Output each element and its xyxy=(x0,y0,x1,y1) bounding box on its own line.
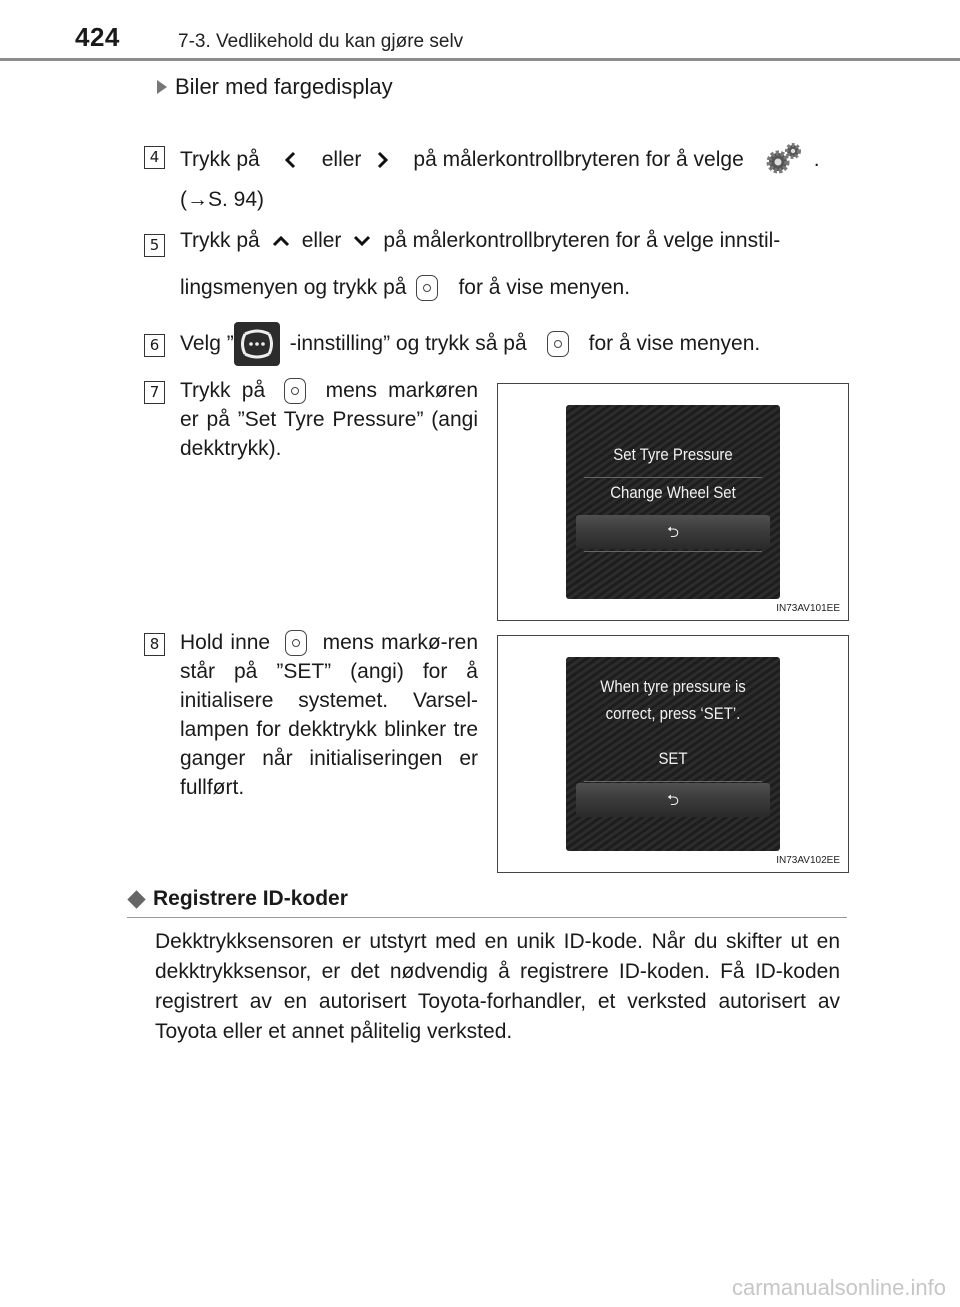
display-screenshot-2 xyxy=(497,635,849,873)
step-6-line xyxy=(180,322,760,366)
tpms-icon xyxy=(234,322,280,366)
step-4-text-d: . xyxy=(813,148,820,171)
ok-button-icon xyxy=(284,378,306,404)
menu-item-set-tyre-pressure: Set Tyre Pressure xyxy=(613,445,733,464)
section-title: 7-3. Vedlikehold du kan gjøre selv xyxy=(178,31,464,52)
section-heading-text: Registrere ID-koder xyxy=(153,887,348,910)
page-number: 424 xyxy=(75,22,120,52)
section-body: Dekktrykksensoren er utstyrt med en unik ID-kode. Når du skifter ut en dekktrykksensor, er det nødvendig å registrere ID-koden. Få ID-koden registrert av en autorisert Toyota-forhandler, et verksted autorisert av Toyota eller et annet pålitelig verksted. xyxy=(155,930,840,1043)
ok-button-icon xyxy=(285,630,307,656)
step-number-8: 8 xyxy=(144,633,165,656)
chevron-left-icon xyxy=(280,149,302,171)
step-5-line2-b: for å vise menyen. xyxy=(458,276,631,299)
menu-separator xyxy=(584,781,762,782)
step-5-line-1 xyxy=(180,229,780,253)
watermark: carmanualsonline.info xyxy=(731,1275,946,1300)
step-5-text-c: på målerkontrollbryteren for å velge innstil- xyxy=(383,229,781,252)
section-divider xyxy=(127,917,847,918)
chevron-right-icon xyxy=(371,149,393,171)
step-5-line-2 xyxy=(180,275,630,301)
step-4-text-a: Trykk på xyxy=(180,148,260,171)
menu-item-change-wheel-set: Change Wheel Set xyxy=(610,483,736,502)
chevron-down-icon xyxy=(351,230,373,252)
screen-message-line-1: When tyre pressure is xyxy=(600,677,746,696)
step-6-text-b: -innstilling” og trykk så på xyxy=(289,332,527,355)
step-6-text-c: for å vise menyen. xyxy=(588,332,761,355)
step-number-4: 4 xyxy=(144,146,165,169)
screen-set-option: SET xyxy=(658,749,688,768)
step-8-text xyxy=(180,628,478,802)
ok-button-icon xyxy=(547,331,569,357)
step-8-text-b: mens markø-ren står på ”SET” (angi) for å initialisere systemet. Varsel-lampen for dekktrykk blinker tre ganger når initialiseringen er fullført. xyxy=(180,631,479,799)
step-5-text-a: Trykk på xyxy=(180,229,260,252)
step-number-5: 5 xyxy=(144,234,165,257)
step-7-text xyxy=(180,376,478,463)
back-arrow-icon: ⮌ xyxy=(666,792,679,809)
image-code: IN73AV101EE xyxy=(776,603,840,614)
section-heading xyxy=(127,887,348,911)
step-number-7: 7 xyxy=(144,381,165,404)
display-screenshot-1 xyxy=(497,383,849,621)
step-4-text-b: eller xyxy=(321,148,362,171)
subheading xyxy=(157,74,393,100)
step-4-line xyxy=(180,141,820,179)
step-5-text-b: eller xyxy=(301,229,342,252)
step-7-text-b: mens markøren er på ”Set Tyre Pressure” (angi dekktrykk). xyxy=(180,379,479,460)
ok-button-icon xyxy=(416,275,438,301)
menu-separator xyxy=(584,551,762,552)
chevron-up-icon xyxy=(270,230,292,252)
step-4-reference: (→S. 94) xyxy=(180,188,265,211)
image-code: IN73AV102EE xyxy=(776,855,840,866)
diamond-bullet-icon xyxy=(127,890,145,908)
triangle-bullet-icon xyxy=(157,80,167,94)
step-5-line2-a: lingsmenyen og trykk på xyxy=(180,276,407,299)
multi-info-display xyxy=(566,657,780,851)
step-number-6: 6 xyxy=(144,334,165,357)
screen-message-line-2: correct, press ‘SET’. xyxy=(605,704,741,723)
subheading-text: Biler med fargedisplay xyxy=(175,74,393,99)
step-4-text-c: på målerkontrollbryteren for å velge xyxy=(413,148,744,171)
back-arrow-icon: ⮌ xyxy=(666,524,679,541)
step-8-text-a: Hold inne xyxy=(180,631,271,654)
step-7-text-a: Trykk på xyxy=(180,379,266,402)
menu-separator xyxy=(584,477,762,478)
multi-info-display xyxy=(566,405,780,599)
gear-settings-icon xyxy=(764,141,804,179)
header-divider xyxy=(0,58,960,61)
step-6-text-a: Velg ” xyxy=(180,332,234,355)
